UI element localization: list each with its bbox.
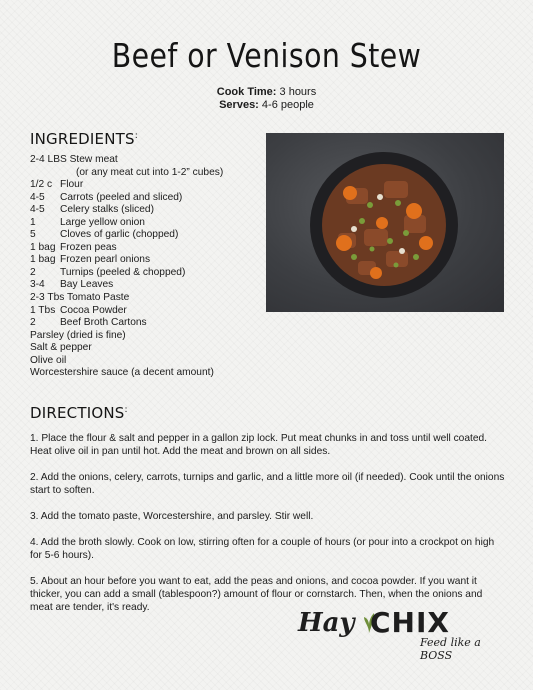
- direction-step: 3. Add the tomato paste, Worcestershire, and parsley. Stir well.: [30, 511, 314, 522]
- direction-step: 5. About an hour before you want to eat, add the peas and onions, and cocoa powder. If you want it thicker, you can add a small (tablespoon?) amount of flour or cornstarch. Then, when the onions and meat are tender, it's ready.: [30, 576, 483, 613]
- serves-label: Serves:: [219, 99, 259, 111]
- ingredient-item: 2-3 Tbs Tomato Paste: [30, 292, 130, 304]
- direction-step: 1. Place the flour & salt and pepper in a gallon zip lock. Put meat chunks in and toss until well coated. Heat olive oil in pan until hot. Add the meat and brown on all sides.: [30, 433, 488, 457]
- cook-time-value: 3 hours: [276, 86, 317, 98]
- ingredient-item: Parsley (dried is fine): [30, 329, 126, 341]
- ingredient-item: 3-4 Bay Leaves: [30, 279, 114, 291]
- ingredient-item: Worcestershire sauce (a decent amount): [30, 367, 214, 379]
- stew-bowl-illustration: [266, 133, 504, 312]
- ingredient-item: 4-5 Celery stalks (sliced): [30, 204, 154, 216]
- ingredient-item: 1 bag Frozen pearl onions: [30, 254, 151, 266]
- ingredient-item: Olive oil: [30, 354, 67, 366]
- ingredient-item: 2-4 LBS Stew meat: [30, 154, 118, 165]
- directions-heading: DIRECTIONS:: [30, 404, 128, 422]
- cook-time: [0, 86, 533, 98]
- ingredient-item: 1 bag Frozen peas: [30, 241, 117, 253]
- ingredient-item: 1 Tbs Cocoa Powder: [30, 304, 127, 316]
- ingredient-item: 2 Turnips (peeled & chopped): [30, 266, 186, 278]
- ingredient-item: 4-5 Carrots (peeled and sliced): [30, 191, 183, 203]
- ingredient-item: 1 Large yellow onion: [30, 216, 145, 228]
- logo-hay-text: Hay: [298, 608, 355, 638]
- ingredients-heading: INGREDIENTS:: [30, 130, 138, 148]
- ingredient-item: (or any meat cut into 1-2” cubes): [76, 166, 224, 178]
- ingredient-item: 5 Cloves of garlic (chopped): [30, 229, 179, 241]
- logo-chix-text: CHIX: [370, 606, 450, 639]
- haychix-logo: [298, 606, 508, 660]
- serves-value: 4-6 people: [258, 99, 314, 111]
- directions-list: [30, 432, 506, 627]
- logo-tagline: Feed like a BOSS: [420, 636, 481, 662]
- serves: [0, 99, 533, 111]
- ingredient-item: 2 Beef Broth Cartons: [30, 317, 147, 329]
- direction-step: 4. Add the broth slowly. Cook on low, stirring often for a couple of hours (or pour into a crockpot on high for 5-6 hours).: [30, 537, 495, 561]
- stew-bowl-photo: [266, 133, 504, 312]
- ingredients-list: [30, 154, 260, 380]
- direction-step: 2. Add the onions, celery, carrots, turnips and garlic, and a little more oil (if needed). Cook until the onions start to soften.: [30, 472, 505, 496]
- recipe-title: Beef or Venison Stew: [111, 36, 422, 75]
- ingredient-item: Salt & pepper: [30, 342, 92, 354]
- cook-time-label: Cook Time:: [216, 86, 277, 98]
- ingredient-item: 1/2 c Flour: [30, 179, 84, 191]
